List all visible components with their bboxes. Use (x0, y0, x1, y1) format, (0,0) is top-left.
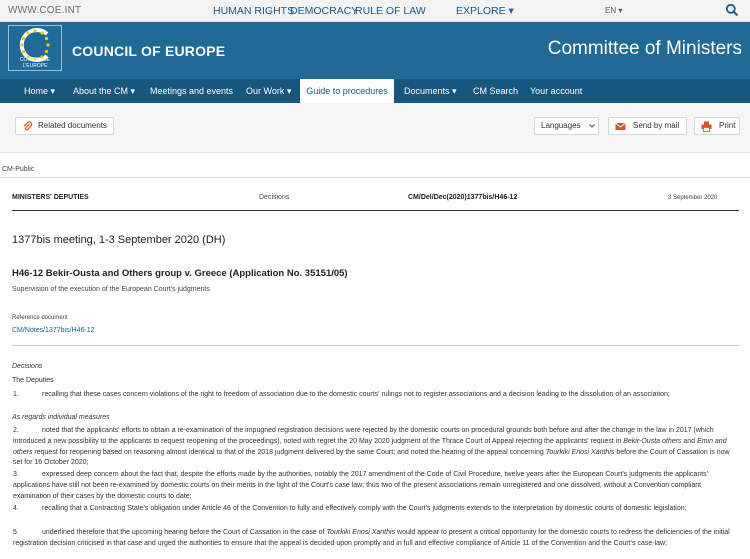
case-title: H46-12 Bekir-Ousta and Others group v. Greece (Application No. 35151/05) (12, 268, 348, 279)
reference-document-link[interactable]: CM/Notes/1377bis/H46-12 (12, 327, 95, 334)
document-type: Decisions (259, 194, 290, 201)
case-name: Tourkiki Enosi Xanthis (326, 529, 396, 536)
paragraph-text: and (681, 437, 698, 445)
paragraph-number: 2. (13, 427, 19, 434)
top-utility-bar (0, 0, 750, 22)
explore-menu[interactable]: EXPLORE ▾ (456, 5, 514, 17)
site-link[interactable]: WWW.COE.INT (8, 5, 82, 16)
nav-item-our-work[interactable]: Our Work ▾ (246, 86, 292, 96)
rule-of-law-link[interactable]: RULE OF LAW (355, 5, 426, 17)
paragraph-number: 3. (13, 471, 19, 478)
chevron-down-icon (588, 118, 596, 140)
document-date: 3 September 2020 (668, 195, 718, 201)
nav-item-documents[interactable]: Documents ▾ (404, 86, 457, 96)
nav-item-guide[interactable]: Guide to procedures (300, 79, 394, 103)
paragraph-text: before the Court of Cassation is now set for 16 October 2020; (13, 448, 730, 467)
paragraph-text: would appear to present a critical opportunity for the domestic courts to redress the deficiencies of the initial registration decision criticised in that case and urged the authorities to ensure that the appeal is decided upon promptly and in full and effective compliance of Article 11 of the Convention and the Court's case-law; (13, 529, 730, 547)
decision-paragraph-5 (13, 528, 737, 550)
democracy-link[interactable]: DEMOCRACY (290, 5, 359, 17)
related-documents-button[interactable] (15, 117, 114, 135)
nav-item-cm-search[interactable]: CM Search (473, 86, 519, 96)
print-label: Print (719, 121, 736, 130)
paragraph-text: expressed deep concern about the fact that, despite the efforts made by the authorities, notably the 2017 amendment of the Code of Civil Procedure, twelve years after the European Court's judgments the applicants' applications have still not been re-examined by domestic courts on their merits in the light of the Court's case law; thus two of the present associations remain unregistered and one dissolved, without a Convention compliant examination of their cases by the domestic courts to date; (13, 471, 708, 500)
decisions-heading: Decisions (12, 363, 43, 370)
case-name: Bekir-Ousta others (623, 437, 682, 445)
main-nav (0, 79, 750, 103)
decision-paragraph-2 (13, 426, 737, 469)
brand-name[interactable]: COUNCIL OF EUROPE (72, 43, 226, 59)
search-icon[interactable] (725, 3, 739, 17)
print-button[interactable] (694, 117, 740, 135)
nav-item-account[interactable]: Your account (530, 86, 583, 96)
header-rule (12, 210, 739, 211)
paragraph-number: 4. (13, 505, 19, 512)
paperclip-icon (22, 121, 33, 132)
languages-dropdown[interactable] (534, 117, 599, 135)
send-by-mail-button[interactable] (608, 117, 687, 135)
reference-document-label: Reference document (12, 315, 68, 321)
nav-item-home[interactable]: Home ▾ (24, 86, 56, 96)
logo-subtext: CONSEIL DE L'EUROPE (19, 57, 51, 69)
case-name: Emin and others (13, 437, 727, 456)
paragraph-number: 5. (13, 529, 19, 536)
languages-label: Languages (541, 121, 581, 130)
decision-paragraph-1 (13, 390, 737, 401)
envelope-icon (615, 121, 626, 132)
document-toolbar (0, 103, 750, 153)
classification-label: CM-Public (2, 166, 35, 173)
nav-item-about[interactable]: About the CM ▾ (73, 86, 136, 96)
printer-icon (701, 121, 712, 132)
reference-divider (12, 345, 739, 346)
related-documents-label: Related documents (38, 121, 107, 130)
document-reference: CM/Del/Dec(2020)1377bis/H46-12 (408, 194, 518, 201)
coe-logo[interactable] (8, 25, 62, 71)
deputies-heading: The Deputies (12, 377, 54, 384)
meeting-title: 1377bis meeting, 1-3 September 2020 (DH) (12, 234, 226, 246)
paragraph-text: recalling that these cases concern violations of the right to freedom of association due to the domestic courts' rulings not to register associations and a decision leading to the dissolution of an association; (42, 391, 670, 398)
site-header (0, 22, 750, 79)
case-subtitle: Supervision of the execution of the European Court's judgments (12, 286, 210, 293)
human-rights-link[interactable]: HUMAN RIGHTS (213, 5, 295, 17)
paragraph-text: underlined therefore that the upcoming hearing before the Court of Cassation in the case of (42, 529, 327, 536)
section-heading: As regards individual measures (12, 414, 110, 421)
ministers-deputies-label: MINISTERS' DEPUTIES (12, 194, 89, 201)
page-title: Committee of Ministers (547, 38, 742, 59)
case-name: Tourkiki Enosi Xanthis (545, 448, 615, 456)
paragraph-text: noted that the applicants' efforts to obtain a re-examination of the impugned registration decisions were rejected by the domestic courts on procedural grounds both before and after the change in the law in 2017 (which introduced a new possibility to the applicants to request reopening of the proceedings), noted with regret the 20 May 2020 judgment of the Thrace Court of Appeal rejecting the applicants' request in (13, 427, 714, 445)
paragraph-text: request for reopening based on reasoning almost identical to that of the 2018 judgment delivered by the same Court; and noted the hearing of the appeal concerning (32, 448, 546, 456)
paragraph-text: recalling that a Contracting State's obligation under Article 46 of the Convention to fully and effectively comply with the Court's judgments extends to the interpretation by domestic courts of domestic legislation; (42, 505, 687, 512)
decision-paragraph-3 (13, 470, 737, 502)
send-by-mail-label: Send by mail (633, 121, 680, 130)
paragraph-number: 1. (13, 391, 19, 398)
decision-paragraph-4 (13, 504, 737, 515)
divider (0, 177, 750, 178)
nav-item-meetings[interactable]: Meetings and events (150, 86, 234, 96)
language-selector[interactable]: EN ▾ (605, 6, 623, 15)
